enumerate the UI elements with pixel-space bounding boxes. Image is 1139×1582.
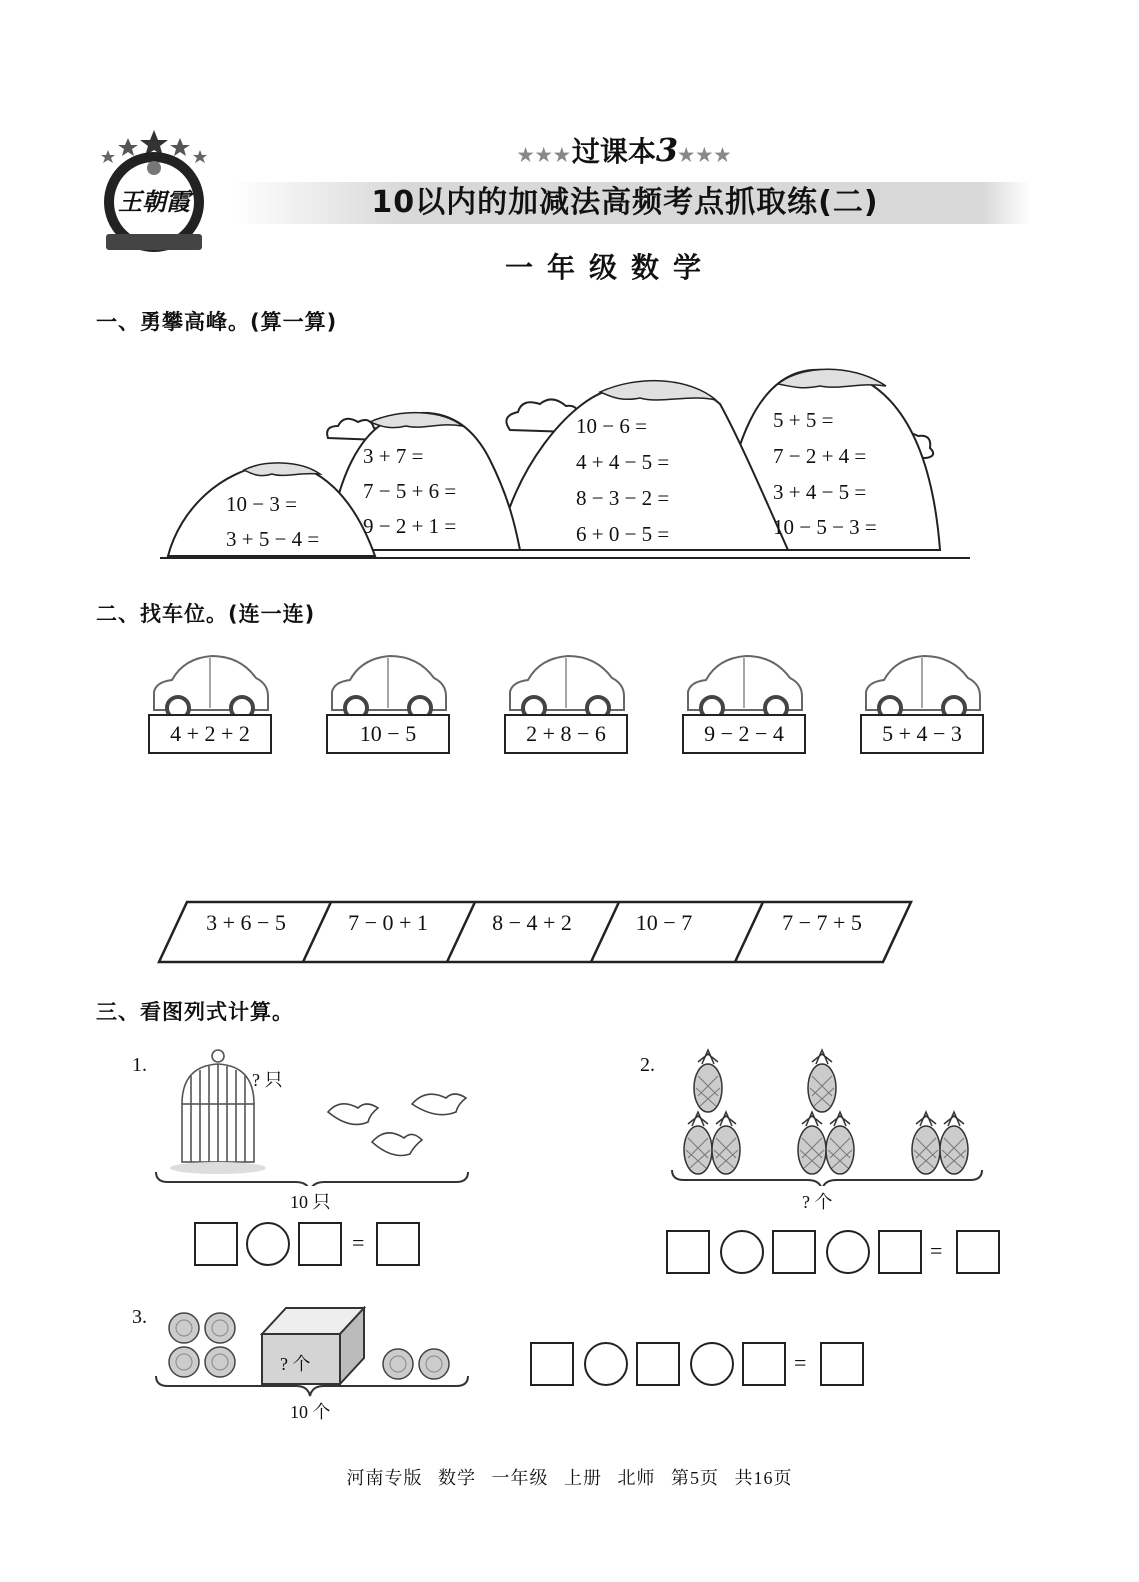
car-3[interactable]	[504, 652, 628, 758]
problem1-unknown: ? 只	[252, 1070, 283, 1090]
problem2-answer-box-3[interactable]	[878, 1230, 922, 1274]
problem3-illustration	[150, 1300, 480, 1400]
section1-heading: 一、勇攀高峰。(算一算)	[96, 310, 338, 334]
car-4-label: 9 − 2 − 4	[682, 714, 806, 754]
problem1-equals: =	[352, 1230, 365, 1255]
parking-slot-1[interactable]: 3 + 6 − 5	[206, 910, 286, 935]
problem3-answer-box-4[interactable]	[820, 1342, 864, 1386]
problem1-answer-box-3[interactable]	[376, 1222, 420, 1266]
logo-text: 王朝霞	[118, 187, 190, 216]
mountain1-eq2: 3 + 5 − 4 =	[226, 527, 320, 551]
car-4[interactable]	[682, 652, 806, 758]
mountain3-eq1: 10 − 6 =	[576, 414, 647, 438]
mountain4-eq3: 3 + 4 − 5 =	[773, 480, 867, 504]
stars-left: ★★★	[517, 145, 572, 166]
car-2[interactable]	[326, 652, 450, 758]
series-label	[500, 130, 750, 170]
parking-slot-4[interactable]: 10 − 7	[635, 910, 693, 935]
problem3-number: 3.	[132, 1306, 147, 1328]
mountain2-eq2: 7 − 5 + 6 =	[363, 479, 457, 503]
mountain3-eq4: 6 + 0 − 5 =	[576, 522, 670, 546]
problem3-operator-circle-1[interactable]	[584, 1342, 628, 1386]
problem2-operator-circle-2[interactable]	[826, 1230, 870, 1274]
mountain2-eq3: 9 − 2 + 1 =	[363, 514, 457, 538]
problem1-number: 1.	[132, 1054, 147, 1076]
mountain3-eq3: 8 − 3 − 2 =	[576, 486, 670, 510]
problem1-illustration	[150, 1046, 480, 1186]
problem2-operator-circle-1[interactable]	[720, 1230, 764, 1274]
problem2-total: ? 个	[802, 1192, 833, 1212]
car-2-label: 10 − 5	[326, 714, 450, 754]
problem3-answer-box-3[interactable]	[742, 1342, 786, 1386]
car-1[interactable]	[148, 652, 272, 758]
problem3-total: 10 个	[290, 1402, 331, 1422]
mountain4-eq1: 5 + 5 =	[773, 408, 834, 432]
mountain3-eq2: 4 + 4 − 5 =	[576, 450, 670, 474]
problem2-answer-box-1[interactable]	[666, 1230, 710, 1274]
page-footer: 河南专版 数学 一年级 上册 北师 第5页 共16页	[346, 1468, 793, 1488]
problem3-answer-box-1[interactable]	[530, 1342, 574, 1386]
parking-slot-2[interactable]: 7 − 0 + 1	[348, 910, 428, 935]
series-name: 过课本	[571, 135, 656, 168]
problem1-answer-box-2[interactable]	[298, 1222, 342, 1266]
parking-slot-3[interactable]: 8 − 4 + 2	[492, 910, 572, 935]
car-1-label: 4 + 2 + 2	[148, 714, 272, 754]
problem3-answer-box-2[interactable]	[636, 1342, 680, 1386]
section3-heading: 三、看图列式计算。	[96, 1000, 294, 1024]
problem2-number: 2.	[640, 1054, 655, 1076]
series-number: 3	[655, 131, 679, 169]
mountain4-eq4: 10 − 5 − 3 =	[773, 515, 877, 539]
problem2-illustration	[668, 1046, 998, 1186]
problem2-answer-box-4[interactable]	[956, 1230, 1000, 1274]
mountain4-eq2: 7 − 2 + 4 =	[773, 444, 867, 468]
problem1-operator-circle[interactable]	[246, 1222, 290, 1266]
problem1-total: 10 只	[290, 1192, 331, 1212]
section2-heading: 二、找车位。(连一连)	[96, 602, 316, 626]
mountain2-eq1: 3 + 7 =	[363, 444, 424, 468]
page-subtitle: 一年级数学	[504, 251, 715, 284]
car-5[interactable]	[860, 652, 984, 758]
problem1-answer-box-1[interactable]	[194, 1222, 238, 1266]
problem2-equals: =	[930, 1238, 943, 1263]
problem3-equals: =	[794, 1350, 807, 1375]
stars-right: ★★★	[678, 145, 733, 166]
mountain1-eq1: 10 − 3 =	[226, 492, 297, 516]
publisher-logo	[98, 128, 210, 256]
parking-slot-5[interactable]: 7 − 7 + 5	[782, 910, 862, 935]
problem3-box-label: ? 个	[280, 1354, 311, 1374]
problem2-answer-box-2[interactable]	[772, 1230, 816, 1274]
car-5-label: 5 + 4 − 3	[860, 714, 984, 754]
car-3-label: 2 + 8 − 6	[504, 714, 628, 754]
problem3-operator-circle-2[interactable]	[690, 1342, 734, 1386]
page-title: 10以内的加减法高频考点抓取练(二)	[371, 185, 879, 220]
